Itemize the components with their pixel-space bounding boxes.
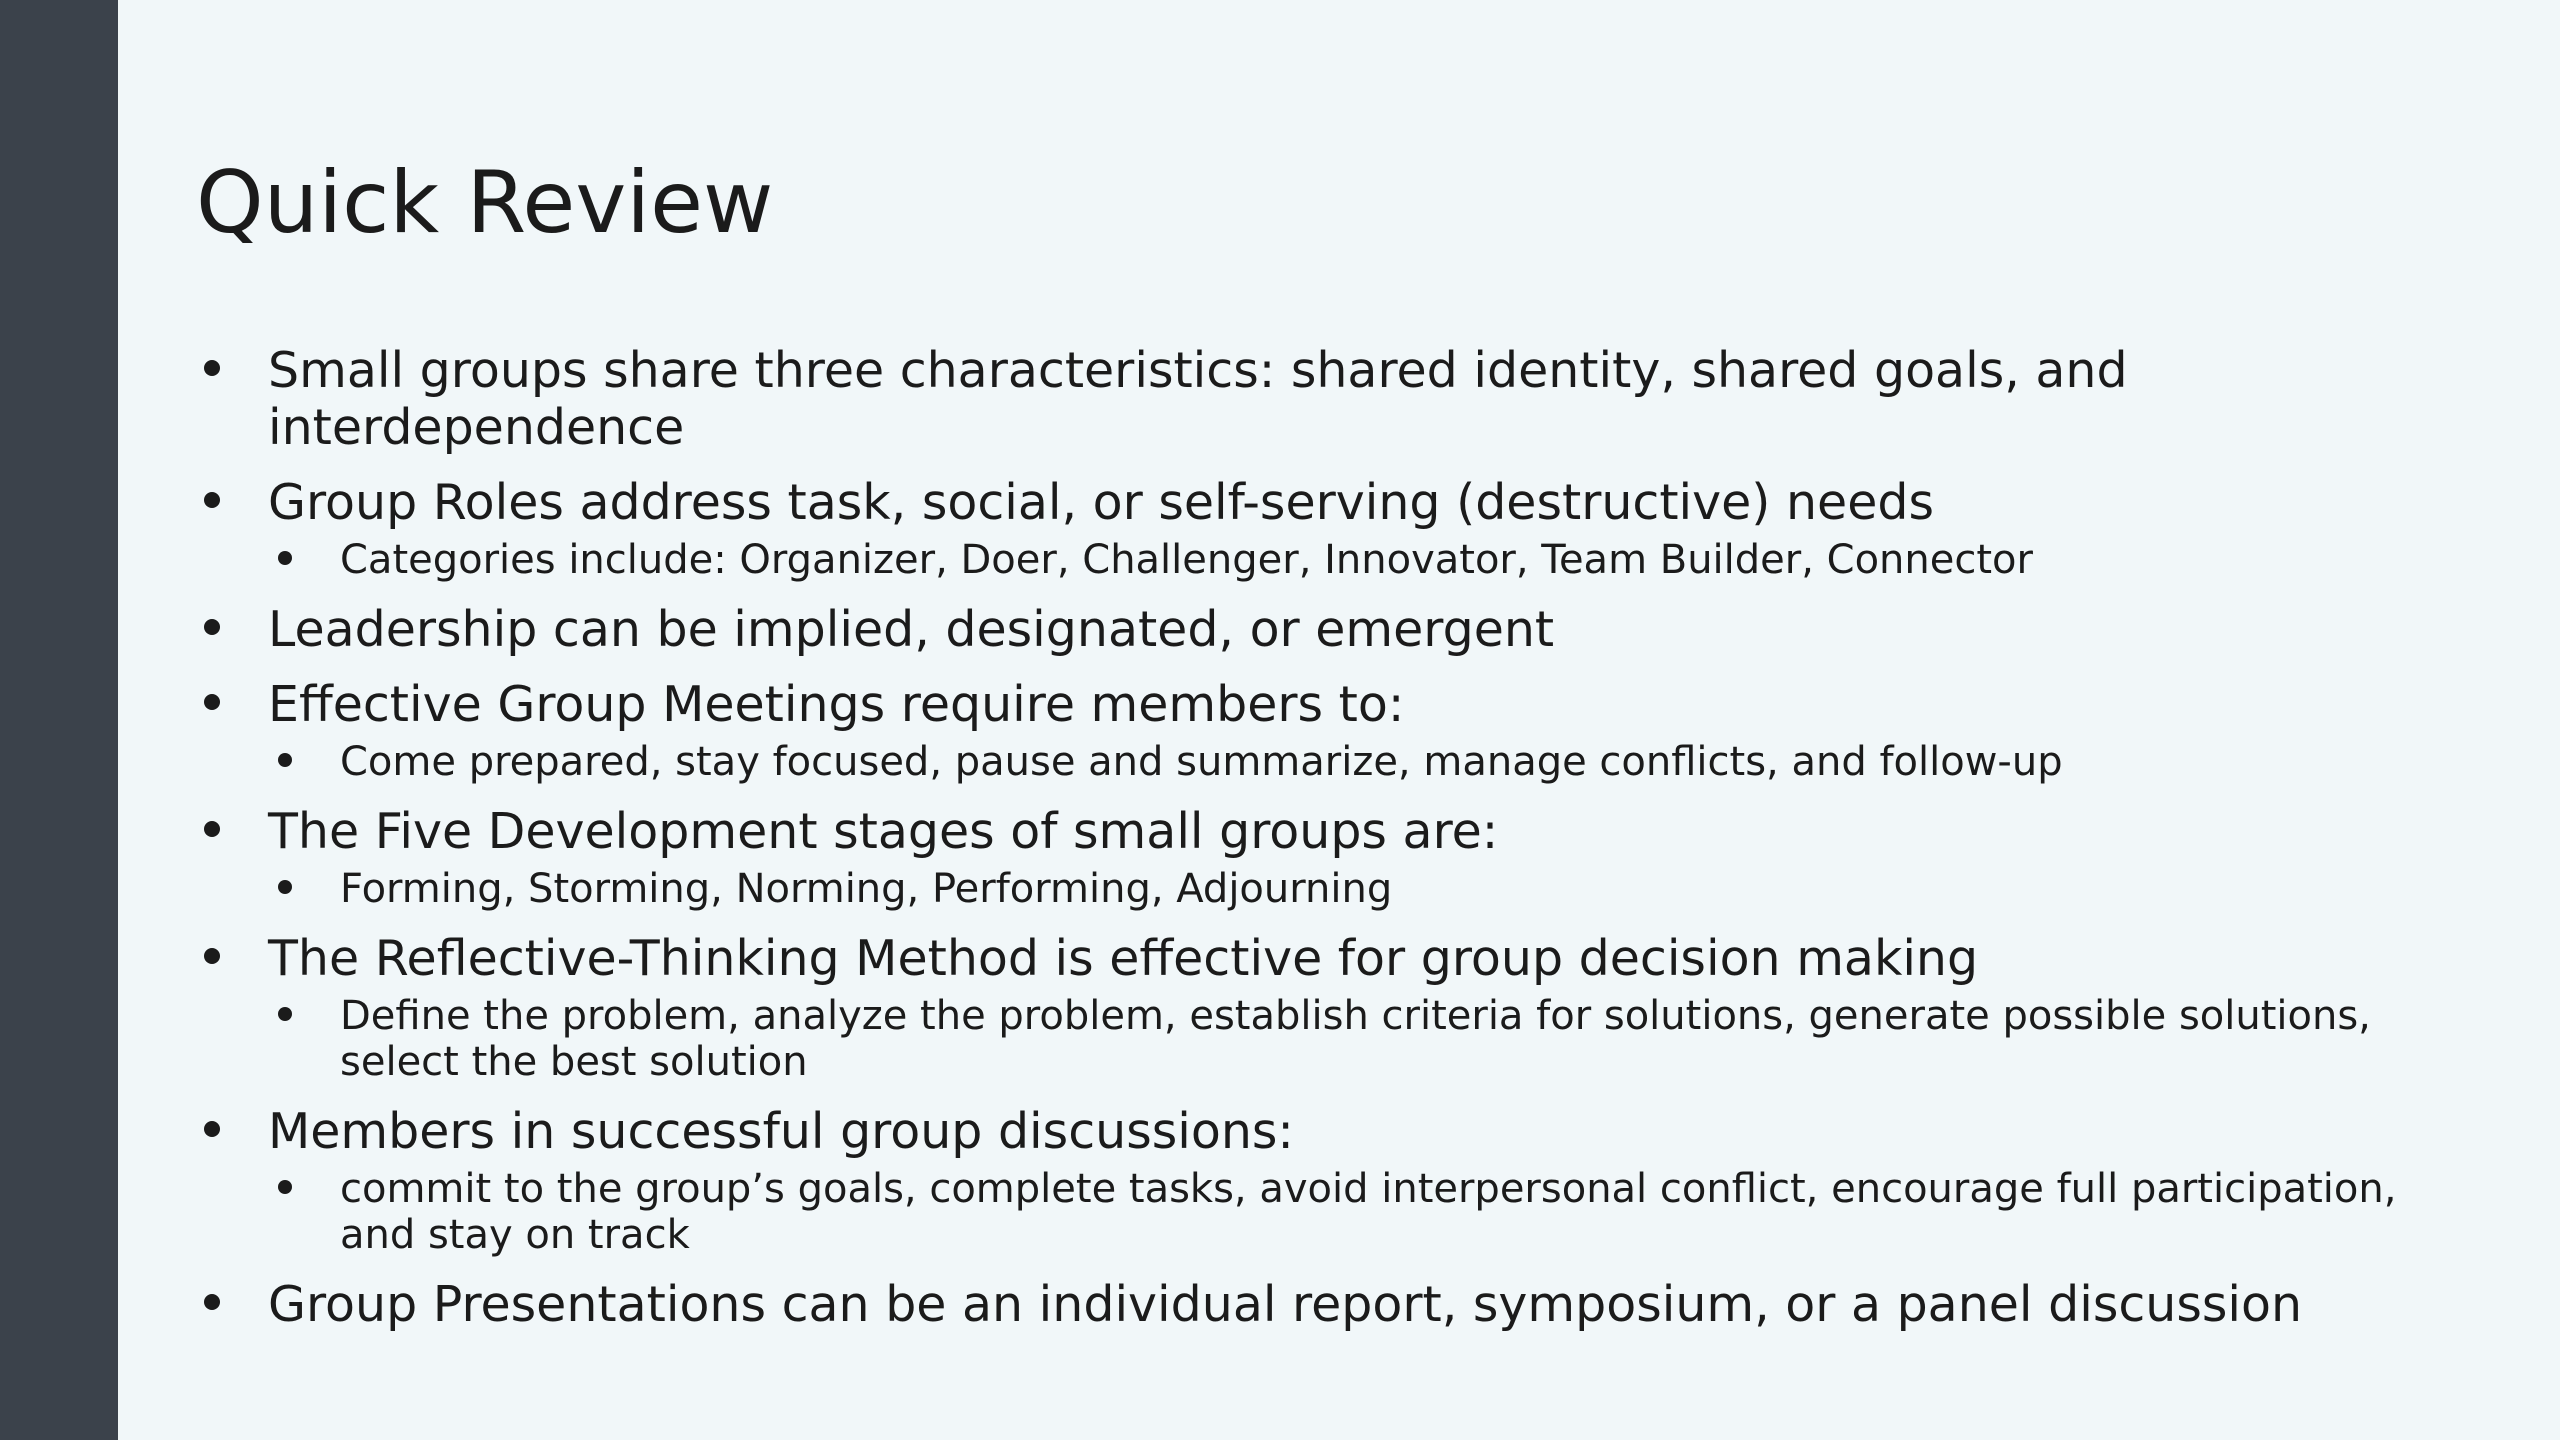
bullet-dot-icon (204, 1121, 220, 1137)
bullet-dot-icon (204, 1294, 220, 1310)
sub-bullet-item (268, 866, 2476, 912)
bullet-item (196, 803, 2476, 912)
sub-bullet-list (268, 1166, 2476, 1258)
bullet-item (196, 474, 2476, 583)
slide-title: Quick Review (196, 153, 774, 253)
sub-bullet-dot-icon (278, 753, 292, 767)
sub-bullet-text: commit to the group’s goals, complete tasks, avoid interpersonal conflict, encourage full participation, and stay on track (340, 1166, 2397, 1258)
bullet-text: Group Roles address task, social, or self-serving (destructive) needs (268, 474, 1934, 531)
sub-bullet-list (268, 993, 2476, 1085)
bullet-text: The Five Development stages of small groups are: (268, 803, 1499, 860)
sub-bullet-item (268, 739, 2476, 785)
bullet-item (196, 676, 2476, 785)
bullet-text: Members in successful group discussions: (268, 1103, 1294, 1160)
sub-bullet-text: Forming, Storming, Norming, Performing, Adjourning (340, 866, 1393, 912)
bullet-item (196, 1276, 2476, 1333)
bullet-item (196, 601, 2476, 658)
bullet-dot-icon (204, 360, 220, 376)
left-accent-band (0, 0, 118, 1440)
sub-bullet-dot-icon (278, 880, 292, 894)
bullet-item (196, 930, 2476, 1085)
bullet-dot-icon (204, 619, 220, 635)
bullet-item (196, 1103, 2476, 1258)
bullet-list (196, 342, 2476, 1333)
bullet-text: Leadership can be implied, designated, or emergent (268, 601, 1555, 658)
bullet-dot-icon (204, 948, 220, 964)
sub-bullet-dot-icon (278, 551, 292, 565)
sub-bullet-list (268, 537, 2476, 583)
bullet-text: Group Presentations can be an individual report, symposium, or a panel discussion (268, 1276, 2303, 1333)
sub-bullet-item (268, 537, 2476, 583)
sub-bullet-text: Categories include: Organizer, Doer, Challenger, Innovator, Team Builder, Connector (340, 537, 2033, 583)
bullet-text: Effective Group Meetings require members to: (268, 676, 1405, 733)
bullet-dot-icon (204, 694, 220, 710)
sub-bullet-text: Come prepared, stay focused, pause and summarize, manage conflicts, and follow-up (340, 739, 2063, 785)
bullet-dot-icon (204, 821, 220, 837)
bullet-item (196, 342, 2476, 456)
sub-bullet-text: Define the problem, analyze the problem, establish criteria for solutions, generate possible solutions, select the best solution (340, 993, 2371, 1085)
sub-bullet-item (268, 993, 2476, 1085)
bullet-dot-icon (204, 492, 220, 508)
sub-bullet-item (268, 1166, 2476, 1258)
bullet-text: The Reflective-Thinking Method is effective for group decision making (268, 930, 1979, 987)
sub-bullet-list (268, 866, 2476, 912)
sub-bullet-list (268, 739, 2476, 785)
sub-bullet-dot-icon (278, 1180, 292, 1194)
bullet-text: Small groups share three characteristics: shared identity, shared goals, and interdependence (268, 342, 2128, 456)
sub-bullet-dot-icon (278, 1007, 292, 1021)
slide-body (196, 342, 2476, 1351)
